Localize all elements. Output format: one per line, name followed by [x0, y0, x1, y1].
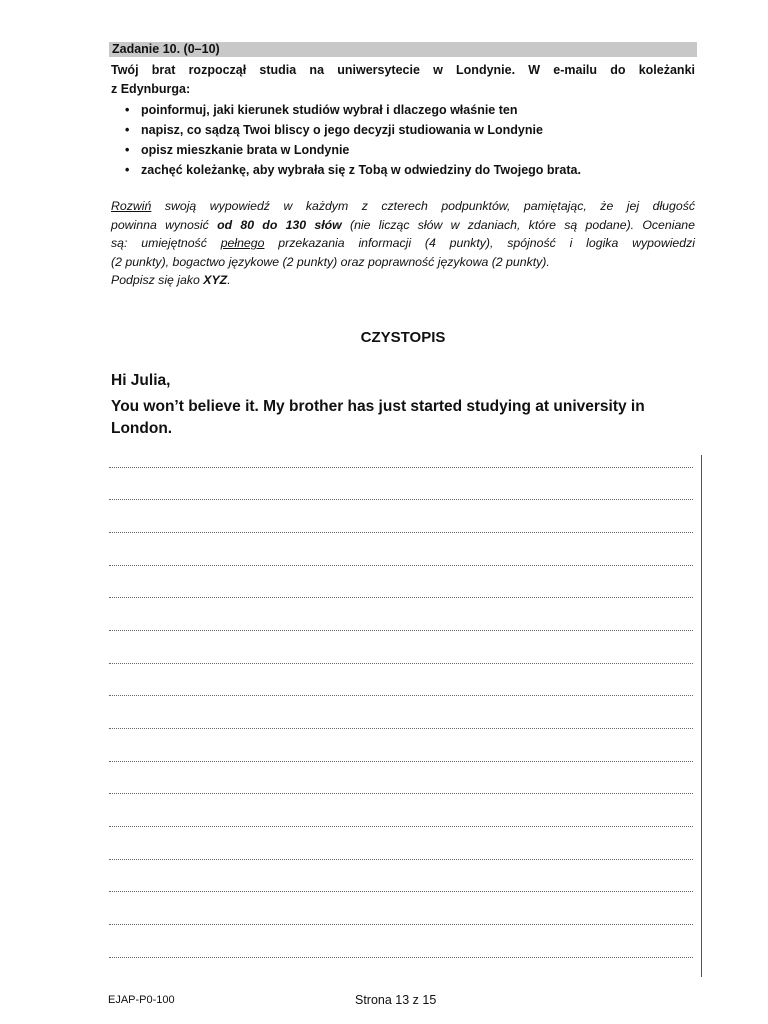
writing-line[interactable]	[109, 826, 693, 827]
page-number: Strona 13 z 15	[355, 993, 437, 1007]
page-title: CZYSTOPIS	[360, 329, 446, 346]
list-item: • napisz, co sądzą Twoi bliscy o jego decyzji studiowania w Londynie	[124, 120, 684, 140]
writing-line[interactable]	[109, 663, 693, 664]
instructions-line-2: powinna wynosić od 80 do 130 słów (nie licząc słów w zdaniach, które są podane). Oceniane	[111, 217, 695, 232]
task-intro-line-1: Twój brat rozpoczął studia na uniwersytecie w Londynie. W e-mailu do koleżanki	[111, 63, 695, 77]
instructions-line-5: Podpisz się jako XYZ.	[111, 273, 231, 288]
instructions-line-1: Rozwiń swoją wypowiedź w każdym z czterech podpunktów, pamiętając, że jej długość	[111, 199, 695, 213]
word-limit: od 80 do 130 słów	[217, 217, 342, 232]
exam-code: EJAP-P0-100	[108, 994, 175, 1006]
instructions	[111, 197, 695, 290]
writing-line[interactable]	[109, 761, 693, 762]
writing-line[interactable]	[109, 859, 693, 860]
writing-line[interactable]	[109, 597, 693, 598]
rozwin-word: Rozwiń	[111, 199, 152, 213]
writing-line[interactable]	[109, 467, 693, 468]
instructions-line-4: (2 punkty), bogactwo językowe (2 punkty) oraz poprawność językowa (2 punkty).	[111, 254, 550, 269]
writing-line[interactable]	[109, 695, 693, 696]
task-intro-line-2: z Edynburga:	[111, 82, 191, 96]
writing-area[interactable]	[109, 456, 697, 976]
letter-opening: You won’t believe it. My brother has just started studying at university in London.	[111, 398, 645, 437]
margin-line	[701, 455, 702, 977]
task-description	[111, 61, 695, 99]
list-item: • poinformuj, jaki kierunek studiów wybrał i dlaczego właśnie ten	[124, 100, 684, 120]
writing-line[interactable]	[109, 957, 693, 958]
letter-greeting: Hi Julia,	[111, 372, 171, 389]
signature-code: XYZ	[203, 273, 228, 288]
bullet-icon: •	[125, 103, 130, 117]
task-bullet-list	[124, 100, 684, 180]
writing-line[interactable]	[109, 532, 693, 533]
bullet-icon: •	[125, 123, 130, 137]
bullet-icon: •	[125, 163, 130, 177]
writing-line[interactable]	[109, 630, 693, 631]
writing-line[interactable]	[109, 728, 693, 729]
writing-line[interactable]	[109, 793, 693, 794]
writing-line[interactable]	[109, 499, 693, 500]
list-item: • zachęć koleżankę, aby wybrała się z Tobą w odwiedziny do Twojego brata.	[124, 160, 684, 180]
instructions-line-3: są: umiejętność pełnego przekazania informacji (4 punkty), spójność i logika wypowiedzi	[111, 236, 695, 251]
writing-line[interactable]	[109, 891, 693, 892]
writing-line[interactable]	[109, 924, 693, 925]
writing-line[interactable]	[109, 565, 693, 566]
task-header: Zadanie 10. (0–10)	[109, 42, 697, 57]
list-item: • opisz mieszkanie brata w Londynie	[124, 140, 684, 160]
bullet-icon: •	[125, 143, 130, 157]
